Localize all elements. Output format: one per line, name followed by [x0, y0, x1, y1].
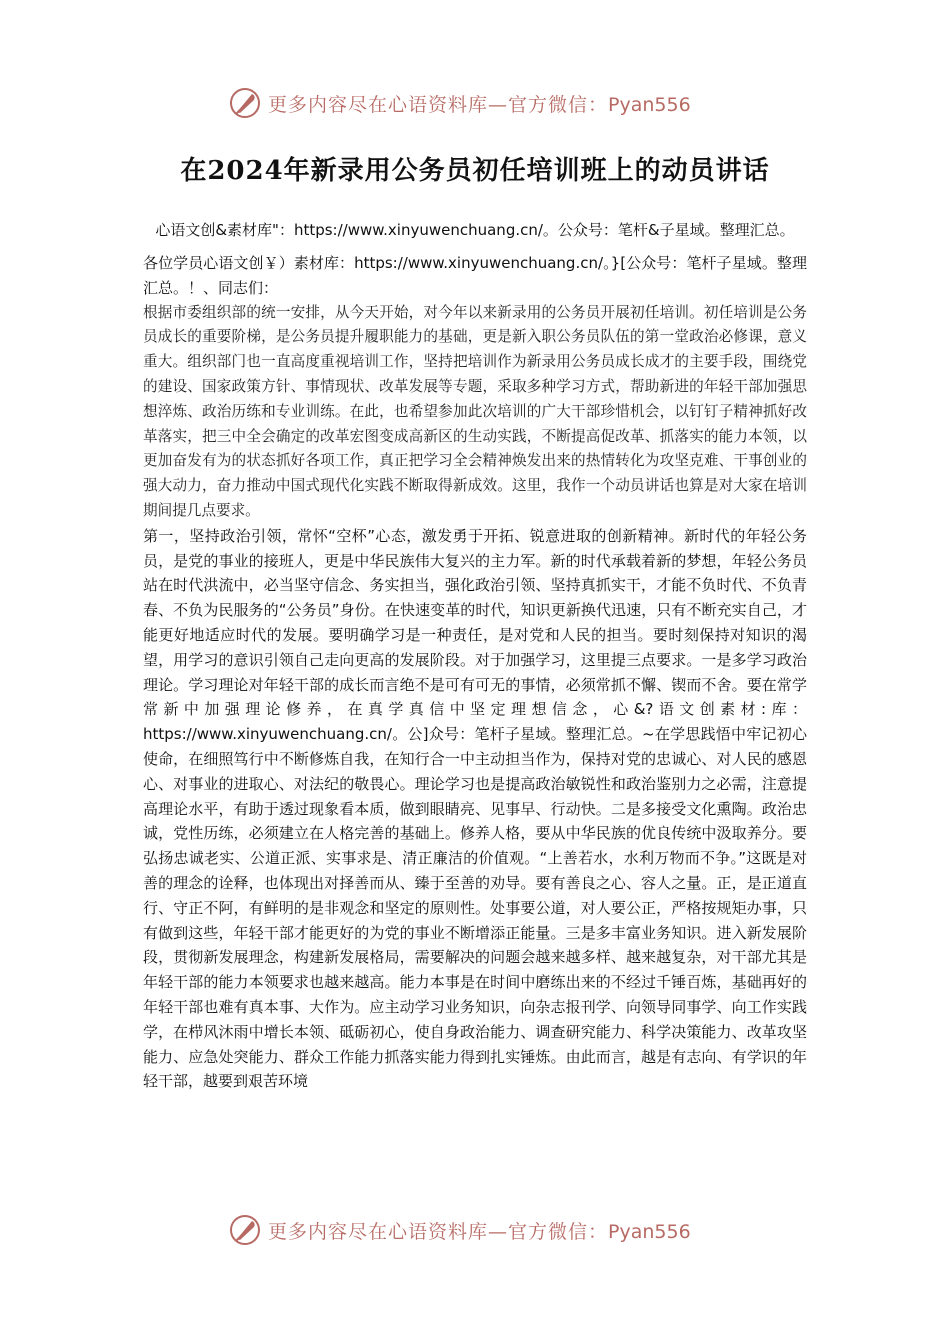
banner-wechat-id: Pyan556: [608, 93, 691, 116]
bottom-banner: [228, 1210, 728, 1250]
source-line: 心语文创&素材库"：https://www.xinyuwenchuang.cn/。公众号：笔杆&子星域。整理汇总。: [155, 221, 795, 239]
point-one-paragraph: 第一，坚持政治引领，常怀“空杯”心态，激发勇于开拓、锐意进取的创新精神。新时代的年轻公务员，是党的事业的接班人，更是中华民族伟大复兴的主力军。新的时代承载着新的梦想，年轻公务员站在时代洪流中，必当坚守信念、务实担当，强化政治引领、坚持真抓实干，才能不负时代、不负青春、不负为民服务的“公务员”身份。在快速变革的时代，知识更新换代迅速，只有不断充实自己，才能更好地适应时代的发展。要明确学习是一种责任，是对党和人民的担当。要时刻保持对知识的渴望，用学习的意识引领自己走向更高的发展阶段。对于加强学习，这里提三点要求。一是多学习政治理论。学习理论对年轻干部的成长而言绝不是可有可无的事情，必须常抓不懈、锲而不舍。要在常学常新中加强理论修养，在真学真信中坚定理想信念，心&?语文创素材:库：https://www.xinyuwenchuang.cn/。公]众号：笔杆子星域。整理汇总。~在学思践悟中牢记初心使命，在细照笃行中不断修炼自我，在知行合一中主动担当作为，保持对党的忠诚心、对人民的感恩心、对事业的进取心、对法纪的敬畏心。理论学习也是提高政治敏锐性和政治鉴别力之必需，注意提高理论水平，有助于透过现象看本质，做到眼睛亮、见事早、行动快。二是多接受文化熏陶。政治忠诚，党性历练，必须建立在人格完善的基础上。修养人格，要从中华民族的优良传统中汲取养分。要弘扬忠诚老实、公道正派、实事求是、清正廉洁的价值观。“上善若水，水利万物而不争。”这既是对善的理念的诠释，也体现出对择善而从、臻于至善的劝导。要有善良之心、容人之量。正，是正道直行、守正不阿，有鲜明的是非观念和坚定的原则性。处事要公道，对人要公正，严格按规矩办事，只有做到这些，年轻干部才能更好的为党的事业不断增添正能量。三是多丰富业务知识。进入新发展阶段，贯彻新发展理念，构建新发展格局，需要解决的问题会越来越多样、越来越复杂，对干部尤其是年轻干部的能力本领要求也越来越高。能力本事是在时间中磨练出来的不经过千锤百炼，基础再好的年轻干部也难有真本事、大作为。应主动学习业务知识，向杂志报刊学、向领导同事学、向工作实践学，在栉风沐雨中增长本领、砥砺初心，使自身政治能力、调查研究能力、科学决策能力、改革攻坚能力、应急处突能力、群众工作能力抓落实能力得到扎实锤炼。由此而言，越是有志向、有学识的年轻干部，越要到艰苦环境: [143, 526, 807, 1091]
document-title: 在2024年新录用公务员初任培训班上的动员讲话: [180, 156, 770, 186]
top-banner: [228, 83, 728, 123]
quill-pen-icon: [228, 1213, 262, 1247]
intro-paragraph: 根据市委组织部的统一安排，从今天开始，对今年以来新录用的公务员开展初任培训。初任培训是公务员成长的重要阶梯，是公务员提升履职能力的基础，更是新入职公务员队伍的第一堂政治必修课，意义重大。组织部门也一直高度重视培训工作，坚持把培训作为新录用公务员成长成才的主要手段，围绕党的建设、国家政策方针、事情现状、改革发展等专题，采取多种学习方式，帮助新进的年轻干部加强思想淬炼、政治历练和专业训练。在此，也希望参加此次培训的广大干部珍惜机会，以钉钉子精神抓好改革落实，把三中全会确定的改革宏图变成高新区的生动实践，不断提高促改革、抓落实的能力本领，以更加奋发有为的状态抓好各项工作，真正把学习全会精神焕发出来的热情转化为攻坚克难、干事创业的强大动力，奋力推动中国式现代化实践不断取得新成效。这里，我作一个动员讲话也算是对大家在培训期间提几点要求。: [143, 303, 807, 519]
banner-wechat-id: Pyan556: [608, 1220, 691, 1243]
banner-text: 更多内容尽在心语资料库—官方微信：Pyan556: [268, 93, 691, 116]
quill-pen-icon: [228, 86, 262, 120]
document-body: [143, 218, 807, 1094]
banner-text: 更多内容尽在心语资料库—官方微信：Pyan556: [268, 1220, 691, 1243]
salutation: 各位学员心语文创￥）素材库：https://www.xinyuwenchuang.cn/。}[公众号：笔杆子星域。整理汇总。！、同志们：: [143, 254, 807, 297]
